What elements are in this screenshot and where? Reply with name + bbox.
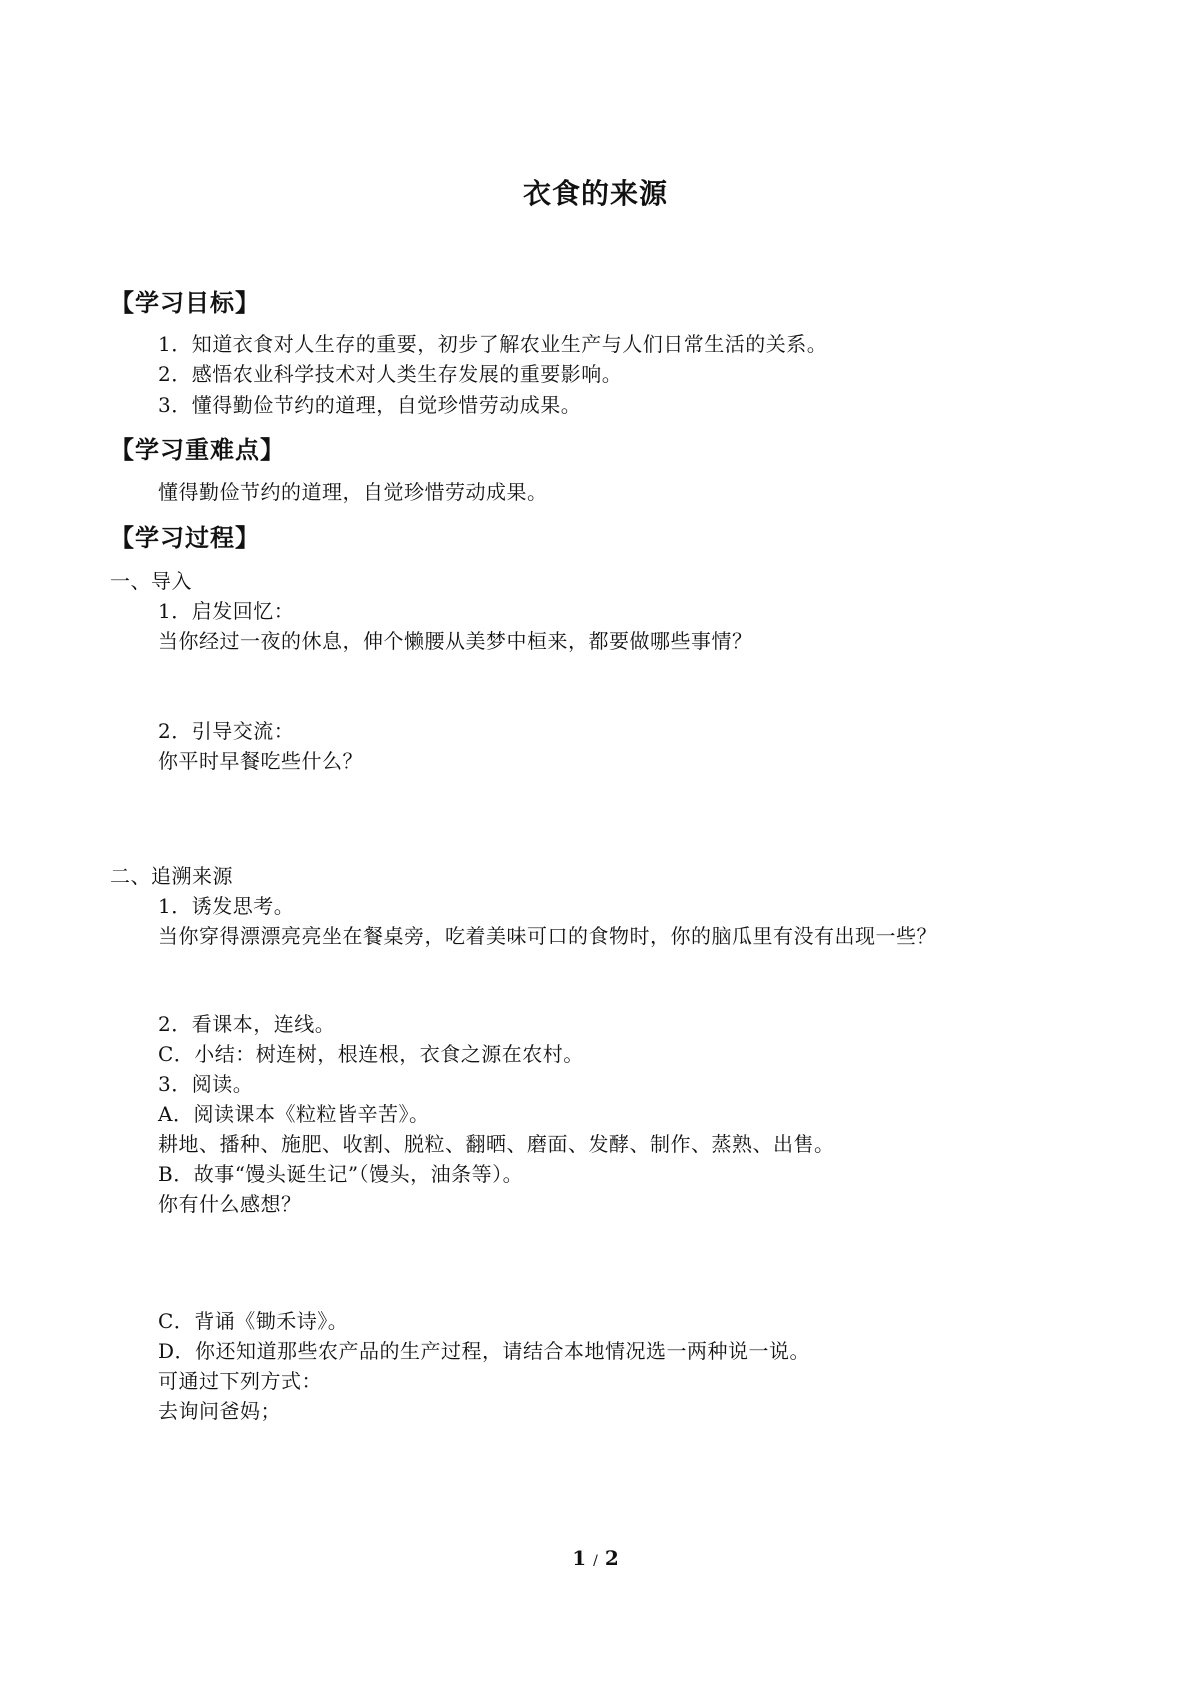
page-separator: /: [593, 1553, 598, 1569]
part2-line-12: 可通过下列方式：: [158, 1369, 322, 1393]
key-points-text: 懂得勤俭节约的道理，自觉珍惜劳动成果。: [158, 480, 548, 504]
part1-title: 一、导入: [110, 569, 192, 593]
part2-line-9: 你有什么感想？: [158, 1192, 302, 1216]
part2-line-1: 1．诱发思考。: [158, 894, 295, 918]
part1-line-2: 当你经过一夜的休息，伸个懒腰从美梦中桓来，都要做哪些事情？: [158, 629, 753, 653]
page-total: 2: [604, 1546, 619, 1570]
page-number: [0, 1546, 1191, 1570]
part1-line-1: 1．启发回忆：: [158, 599, 295, 623]
part2-title: 二、追溯来源: [110, 864, 233, 888]
part2-line-5: 3．阅读。: [158, 1072, 254, 1096]
part2-line-2: 当你穿得漂漂亮亮坐在餐桌旁，吃着美味可口的食物时，你的脑瓜里有没有出现一些？: [158, 924, 937, 948]
page-title: 衣食的来源: [522, 177, 668, 210]
part2-line-10: C．背诵《锄禾诗》。: [158, 1309, 349, 1333]
part2-line-8: B．故事“馒头诞生记”（馒头，油条等）。: [158, 1162, 524, 1186]
part2-line-4: C．小结：树连树，根连根，衣食之源在农村。: [158, 1042, 584, 1066]
heading-learning-goals: 【学习目标】: [110, 289, 260, 317]
page-current: 1: [572, 1546, 587, 1570]
part2-line-3: 2．看课本，连线。: [158, 1012, 336, 1036]
heading-key-points: 【学习重难点】: [110, 436, 285, 464]
part2-line-7: 耕地、播种、施肥、收割、脱粒、翻晒、磨面、发酵、制作、蒸熟、出售。: [158, 1132, 835, 1156]
part2-line-11: D．你还知道那些农产品的生产过程，请结合本地情况选一两种说一说。: [158, 1339, 811, 1363]
goal-item-1: 1．知道衣食对人生存的重要，初步了解农业生产与人们日常生活的关系。: [158, 332, 828, 356]
goal-item-2: 2．感悟农业科学技术对人类生存发展的重要影响。: [158, 362, 623, 386]
heading-learning-process: 【学习过程】: [110, 524, 260, 552]
part2-line-13: 去询问爸妈；: [158, 1399, 281, 1423]
goal-item-3: 3．懂得勤俭节约的道理，自觉珍惜劳动成果。: [158, 393, 582, 417]
part1-line-3: 2．引导交流：: [158, 719, 295, 743]
part1-line-4: 你平时早餐吃些什么？: [158, 749, 363, 773]
part2-line-6: A．阅读课本《粒粒皆辛苦》。: [158, 1102, 430, 1126]
